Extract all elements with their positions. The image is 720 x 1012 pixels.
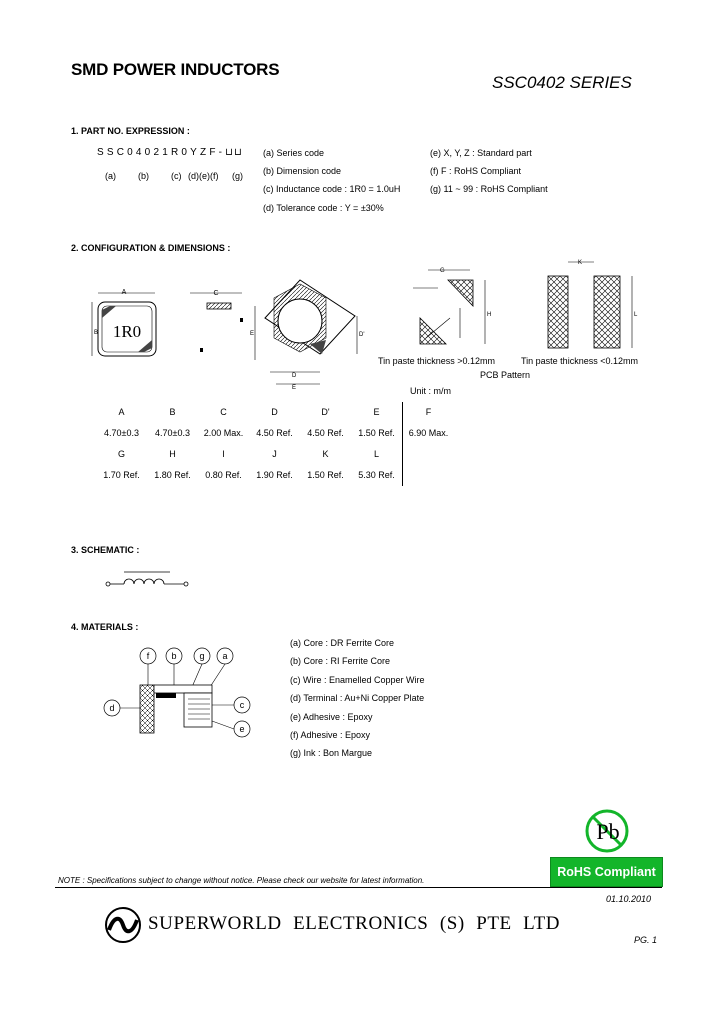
top-view-drawing	[92, 289, 156, 356]
note-g: (g) 11 ~ 99 : RoHS Compliant	[430, 184, 548, 194]
note-f: (f) F : RoHS Compliant	[430, 166, 522, 176]
table-cell: I	[222, 449, 225, 459]
tin-paste-left: Tin paste thickness >0.12mm	[378, 356, 495, 366]
callout-e: e	[239, 724, 245, 734]
table-cell: 1.50 Ref.	[307, 470, 344, 480]
callout-a: a	[222, 651, 228, 661]
table-cell: L	[373, 449, 379, 459]
pb-free-icon	[584, 808, 630, 854]
bottom-view-drawing	[250, 280, 364, 391]
letter-a: (a)	[105, 171, 116, 181]
inductor-schematic	[100, 568, 195, 594]
table-cell: 4.50 Ref.	[307, 428, 344, 438]
dim-k-label: K	[578, 260, 583, 266]
material-item: (e) Adhesive : Epoxy	[290, 712, 373, 722]
callout-c: c	[239, 700, 245, 710]
dim-e-label: E	[292, 385, 297, 391]
callout-f: f	[146, 651, 150, 661]
table-cell: 1.70 Ref.	[103, 470, 140, 480]
table-row	[96, 444, 454, 464]
table-cell	[403, 444, 455, 464]
table-row	[96, 422, 454, 444]
table-cell: 4.70±0.3	[104, 428, 139, 438]
pcb-pattern-left	[413, 268, 491, 344]
table-cell: D	[271, 407, 278, 417]
material-item: (b) Core : RI Ferrite Core	[290, 656, 391, 666]
material-item: (a) Core : DR Ferrite Core	[290, 638, 395, 648]
side-view-drawing	[190, 290, 243, 352]
table-cell: 6.90 Max.	[403, 422, 455, 444]
table-cell: D'	[321, 407, 330, 417]
callout-b: b	[171, 651, 177, 661]
dim-l-label: L	[634, 312, 638, 318]
dim-c-label: C	[213, 290, 219, 297]
page-title: SMD POWER INDUCTORS	[71, 60, 280, 79]
config-heading: 2. CONFIGURATION & DIMENSIONS :	[71, 243, 231, 253]
dimension-table	[96, 402, 454, 486]
table-cell: 1.50 Ref.	[358, 428, 395, 438]
table-cell: G	[117, 449, 125, 459]
dim-d-label: D	[292, 373, 297, 379]
footer-date: 01.10.2010	[606, 894, 652, 904]
pcb-pattern-label: PCB Pattern	[480, 370, 531, 380]
table-cell: K	[322, 449, 329, 459]
series-name: SSC0402 SERIES	[492, 73, 632, 92]
table-cell: 0.80 Ref.	[205, 470, 242, 480]
part-code: SSC04021R0YZF-⊔⊔	[97, 147, 243, 158]
rohs-compliant-badge: RoHS Compliant	[550, 857, 663, 887]
table-cell: 4.50 Ref.	[256, 428, 293, 438]
pb-text: Pb	[596, 819, 620, 844]
table-cell: C	[220, 407, 227, 417]
dim-dp-label: D'	[359, 332, 365, 338]
unit-label: Unit : m/m	[410, 386, 452, 396]
material-item: (f) Adhesive : Epoxy	[290, 730, 371, 740]
note-a: (a) Series code	[263, 148, 325, 158]
callout-g: g	[199, 651, 205, 661]
table-cell: 4.70±0.3	[155, 428, 190, 438]
note-c: (c) Inductance code : 1R0 = 1.0uH	[263, 184, 401, 194]
materials-heading: 4. MATERIALS :	[71, 622, 139, 632]
letter-c: (c)	[171, 171, 182, 181]
note-d: (d) Tolerance code : Y = ±30%	[263, 203, 384, 213]
dim-h-label: H	[487, 312, 492, 318]
letter-def: (d)(e)(f)	[188, 171, 219, 181]
company-name: SUPERWORLD ELECTRONICS (S) PTE LTD	[148, 913, 561, 934]
table-cell: 5.30 Ref.	[358, 470, 395, 480]
marking-text: 1R0	[112, 322, 142, 341]
table-cell: J	[272, 449, 277, 459]
part-no-heading: 1. PART NO. EXPRESSION :	[71, 126, 190, 136]
material-item: (c) Wire : Enamelled Copper Wire	[290, 675, 425, 685]
table-cell: 1.90 Ref.	[256, 470, 293, 480]
dim-g-label: G	[440, 268, 445, 274]
table-cell: F	[403, 402, 455, 422]
note-e: (e) X, Y, Z : Standard part	[430, 148, 532, 158]
table-cell: H	[169, 449, 176, 459]
callout-d: d	[109, 703, 115, 713]
dim-e-side-label: E	[250, 331, 255, 337]
table-row	[96, 464, 454, 486]
letter-g: (g)	[232, 171, 243, 181]
dim-a-label: A	[121, 289, 127, 296]
table-cell: A	[118, 407, 125, 417]
dim-b-label: B	[94, 330, 99, 336]
table-cell: 1.80 Ref.	[154, 470, 191, 480]
dimension-drawings	[80, 258, 660, 398]
schematic-heading: 3. SCHEMATIC :	[71, 545, 140, 555]
materials-cross-section	[100, 643, 255, 743]
table-cell: 2.00 Max.	[203, 428, 244, 438]
tin-paste-right: Tin paste thickness <0.12mm	[521, 356, 638, 366]
company-logo-icon	[104, 906, 142, 944]
table-row	[96, 402, 454, 422]
footer-note: NOTE : Specifications subject to change without notice. Please check our website for latest information.	[58, 876, 425, 885]
table-cell: B	[169, 407, 176, 417]
footer-divider	[55, 887, 662, 888]
note-b: (b) Dimension code	[263, 166, 342, 176]
material-item: (g) Ink : Bon Margue	[290, 748, 373, 758]
page-number: PG. 1	[634, 935, 658, 945]
letter-b: (b)	[138, 171, 149, 181]
table-cell: E	[373, 407, 380, 417]
material-item: (d) Terminal : Au+Ni Copper Plate	[290, 693, 425, 703]
table-cell	[403, 464, 455, 486]
pcb-pattern-right	[548, 260, 638, 348]
